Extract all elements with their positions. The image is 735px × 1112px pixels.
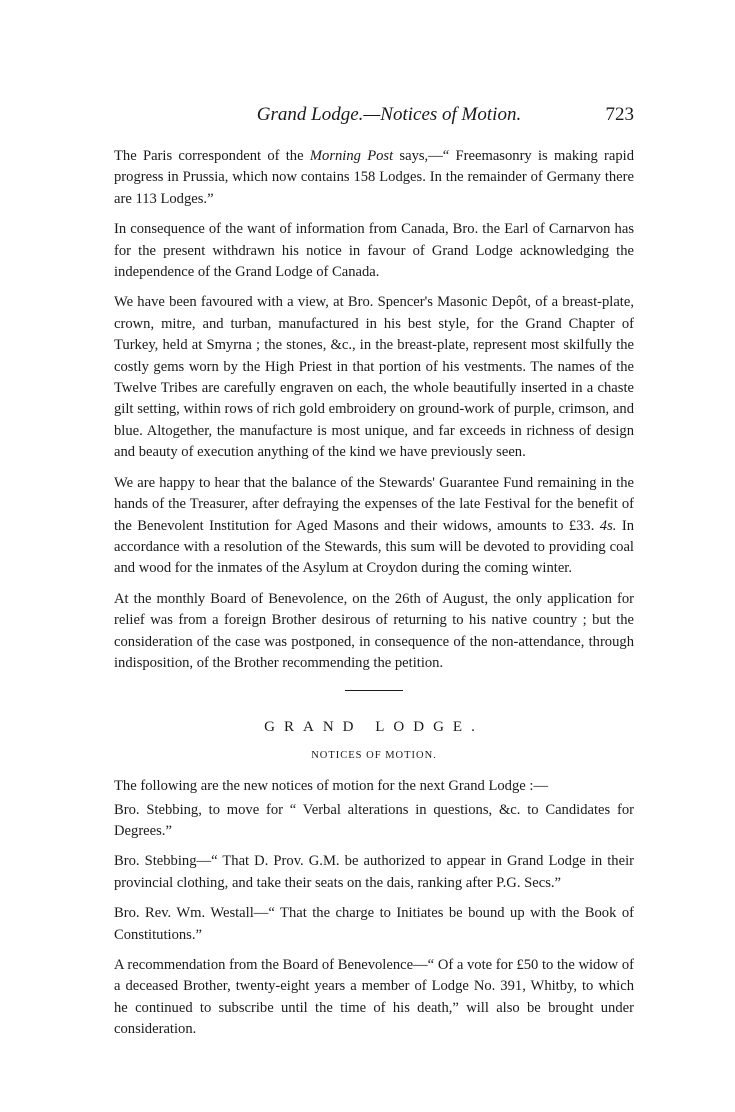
page xyxy=(114,104,634,1050)
motion-item: Bro. Rev. Wm. Westall—“ That the charge to Initiates be bound up with the Book of Constitutions.” xyxy=(114,905,634,943)
motions-list xyxy=(114,776,634,1040)
motion-item: A recommendation from the Board of Benevolence—“ Of a vote for £50 to the widow of a deceased Brother, twenty-eight years a member of Lodge No. 391, Whitby, to which he continued to subscribe until the time of his death,” will also be brought under consideration. xyxy=(114,957,634,1038)
paragraph-text: We are happy to hear that the balance of the Stewards' Guarantee Fund remaining in the hands of the Treasurer, after defraying the expenses of the late Festival for the benefit of the Benevolent Institution for Aged Masons and their widows, amounts to £33. xyxy=(114,474,634,534)
section-divider xyxy=(345,690,403,691)
motion-item: Bro. Stebbing, to move for “ Verbal alterations in questions, &c. to Candidates for Degrees.” xyxy=(114,801,634,839)
newspaper-name: Morning Post xyxy=(309,148,394,164)
motion-item: Bro. Stebbing—“ That D. Prov. G.M. be authorized to appear in Grand Lodge in their provincial clothing, and take their seats on the dais, ranking after P.G. Secs.” xyxy=(114,853,634,891)
paragraph-canada-notice: In consequence of the want of information from Canada, Bro. the Earl of Carnarvon has for the present withdrawn his notice in favour of Grand Lodge acknowledging the independence of the Grand Lodge of Canada. xyxy=(114,221,634,281)
running-head xyxy=(114,104,634,130)
running-title: Grand Lodge.—Notices of Motion. xyxy=(256,104,522,125)
article-body xyxy=(114,146,634,1041)
section-title: GRAND LODGE. xyxy=(264,719,484,736)
section-subtitle: NOTICES OF MOTION. xyxy=(311,749,437,761)
amount-shillings: 4s. xyxy=(599,517,617,534)
paragraph-stewards-fund xyxy=(114,473,634,580)
paragraph-text: The Paris correspondent of the xyxy=(114,148,310,164)
page-number: 723 xyxy=(605,104,634,125)
paragraph-board-of-benevolence: At the monthly Board of Benevolence, on the 26th of August, the only application for relief was from a foreign Brother desirous of returning to his native country ; but the consideration of the case was postponed, in consequence of the non-attendance, through indisposition, of the Brother recommending the petition. xyxy=(114,590,634,671)
paragraph-text: says,—“ Freemasonry is making rapid progress in Prussia, which now contains 158 Lodges. In the remainder of Germany there are 113 Lodges.” xyxy=(114,148,635,207)
paragraph-text: In accordance with a resolution of the Stewards, this sum will be devoted to providing coal and wood for the inmates of the Asylum at Croydon during the coming winter. xyxy=(114,517,634,577)
paragraph-breast-plate: We have been favoured with a view, at Bro. Spencer's Masonic Depôt, of a breast-plate, crown, mitre, and turban, manufactured in his best style, for the Grand Chapter of Turkey, held at Smyrna ; the stones, &c., in the breast-plate, represent most skilfully the costly gems worn by the High Priest in that portion of his vestments. The names of the Twelve Tribes are carefully engraven on each, the whole beautifully inserted in a chaste gilt setting, within rows of rich gold embroidery on ground-work of purple, crimson, and blue. Altogether, the manufacture is most unique, and far exceeds in richness of design and beauty of execution anything of the kind we have previously seen. xyxy=(114,294,634,461)
paragraph-freemasonry-prussia xyxy=(114,146,634,210)
motions-intro: The following are the new notices of motion for the next Grand Lodge :— xyxy=(114,778,549,795)
